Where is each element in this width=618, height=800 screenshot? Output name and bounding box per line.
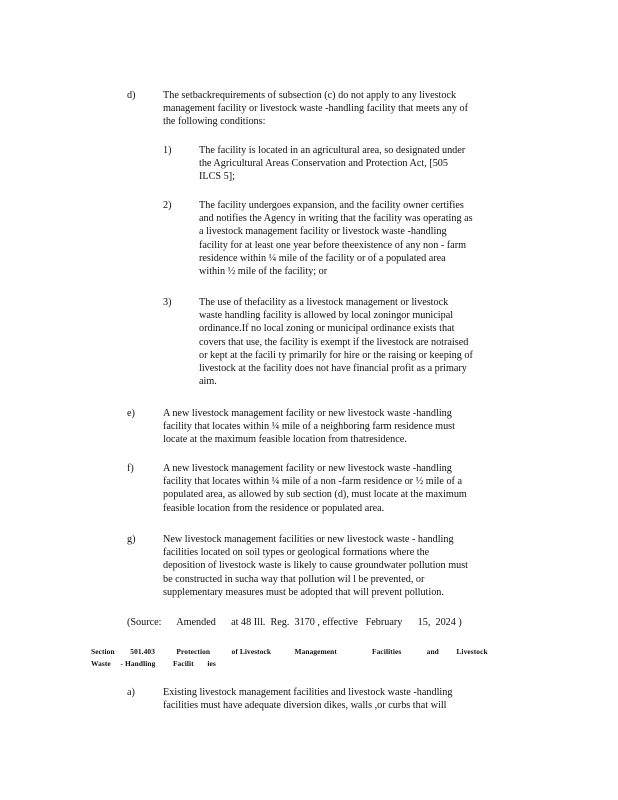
text-line: locate at the maximum feasible location from thatresidence. (163, 434, 407, 446)
item-a-text (163, 686, 452, 712)
text-line: a livestock management facility or livestock waste -handling (199, 226, 447, 238)
text-line: facility that locates within ¼ mile of a neighboring farm residence must (163, 421, 455, 433)
item-d2-text (199, 199, 473, 278)
text-line: facilities must have adequate diversion dikes, walls ,or curbs that will (163, 700, 447, 712)
text-line: residence within ¼ mile of the facility or of a populated area (199, 252, 446, 264)
item-g-label: g) (127, 534, 136, 545)
text-line: ordinance.If no local zoning or municipal ordinance exists that (199, 323, 455, 335)
item-d-label: d) (127, 90, 136, 101)
text-line: The facility undergoes expansion, and the facility owner certifies (199, 200, 464, 211)
text-line: facility that locates within ¼ mile of a non -farm residence or ½ mile of a (163, 476, 463, 488)
text-line: facility for at least one year before theexistence of any non - farm (199, 239, 467, 251)
item-e-text (163, 407, 455, 447)
item-d1-label: 1) (163, 145, 172, 156)
item-f-text (163, 462, 467, 515)
source-note (127, 616, 462, 629)
text-line: be constructed in sucha way that pollution wil l be prevented, or (163, 573, 425, 585)
text-line: Existing livestock management facilities and livestock waste -handling (163, 687, 453, 698)
text-line: waste handling facility is allowed by local zoningor municipal (199, 310, 454, 322)
item-d1-text (199, 144, 465, 184)
text-line: New livestock management facilities or new livestock waste - handling (163, 534, 454, 545)
item-a-label: a) (127, 687, 135, 698)
text-line: A new livestock management facility or new livestock waste -handling (163, 463, 452, 474)
text-line: The setbackrequirements of subsection (c) do not apply to any livestock (163, 90, 457, 101)
text-line: management facility or livestock waste -handling facility that meets any of (163, 103, 468, 115)
text-line: The use of thefacility as a livestock management or livestock (199, 297, 449, 308)
text-line: A new livestock management facility or new livestock waste -handling (163, 408, 452, 419)
text-line: the following conditions: (163, 116, 266, 128)
text-line: the Agricultural Areas Conservation and Protection Act, [505 (199, 158, 448, 170)
text-line: feasible location from the residence or populated area. (163, 502, 385, 514)
text-line: populated area, as allowed by sub section (d), must locate at the maximum (163, 489, 467, 501)
text-line: within ½ mile of the facility; or (199, 266, 328, 278)
text-line: covers that use, the facility is exempt if the livestock are notraised (199, 336, 469, 348)
item-g-text (163, 533, 468, 599)
section-heading-line: Waste - Handling Facilit ies (91, 659, 216, 668)
item-d-text (163, 89, 468, 129)
text-line: livestock at the facility does not have financial profit as a primary (199, 363, 467, 375)
text-line: The facility is located in an agricultural area, so designated under (199, 145, 466, 156)
item-d2-label: 2) (163, 200, 172, 211)
source-text: (Source: Amended at 48 Ill. Reg. 3170 , effective February 15, 2024 ) (127, 617, 462, 628)
item-d3-text (199, 296, 473, 388)
text-line: facilities located on soil types or geological formations where the (163, 547, 430, 559)
text-line: aim. (199, 376, 217, 388)
item-f-label: f) (127, 463, 134, 474)
text-line: or kept at the facili ty primarily for hire or the raising or keeping of (199, 349, 473, 361)
text-line: supplementary measures must be adopted that will prevent pollution. (163, 586, 444, 598)
section-heading-line: Section 501.403 Protection of Livestock Management Facilities and Livestock (91, 647, 488, 656)
text-line: ILCS 5]; (199, 171, 235, 183)
section-heading (91, 646, 488, 670)
text-line: deposition of livestock waste is likely to cause groundwater pollution must (163, 560, 469, 572)
item-d3-label: 3) (163, 297, 172, 308)
item-e-label: e) (127, 408, 135, 419)
text-line: and notifies the Agency in writing that the facility was operating as (199, 213, 473, 225)
